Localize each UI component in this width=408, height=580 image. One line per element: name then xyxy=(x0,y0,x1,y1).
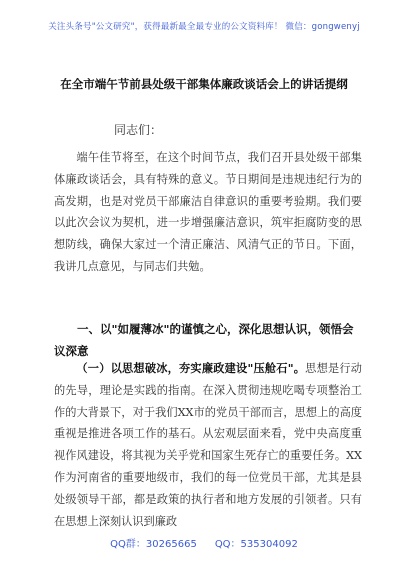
salutation: 同志们： xyxy=(114,123,163,137)
subsection-text: 思想是行动的先导，理论是实践的指南。在深入贯彻违规吃喝专项整治工作的大背景下，对于我们XX市的党员干部而言，思想上的高度重视是推进各项工作的基石。从宏观层面来看，党中央高度重视作风建设，将其视为关乎党和国家生死存亡的重要任务。XX作为河南省的重要地级市，我们的每一位党员干部，尤其是县处级领导干部，都是政策的执行者和地方发展的引领者。只有在思想上深刻认识到廉政 xyxy=(54,362,362,528)
document-title: 在全市端午节前县处级干部集体廉政谈话会上的讲话提纲 xyxy=(60,77,348,91)
section-heading: 一、以"如履薄冰"的谨慎之心，深化思想认识，领悟会议深意 xyxy=(54,322,354,358)
footer-qq-group: QQ群：30265665 xyxy=(110,539,197,550)
subsection-paragraph xyxy=(54,358,362,532)
header-banner-text: 关注头条号"公文研究"，获得最新最全最专业的公文资料库！ 微信：gongwenyj xyxy=(48,22,360,32)
subsection-lead: （一）以思想破冰，夯实廉政建设"压舱石"。 xyxy=(76,361,306,375)
intro-paragraph: 端午佳节将至，在这个时间节点，我们召开县处级干部集体廉政谈话会，具有特殊的意义。节日期间是违规违纪行为的高发期，也是对党员干部廉洁自律意识的重要考验期。我们要以此次会议为契机，进一步增强廉洁意识，筑牢拒腐防变的思想防线，确保大家过一个清正廉洁、风清气正的节日。下面，我讲几点意见，与同志们共勉。 xyxy=(54,151,362,273)
header-banner xyxy=(0,0,408,52)
footer-qq: QQ：535304092 xyxy=(214,539,298,550)
footer-contact xyxy=(0,535,408,550)
